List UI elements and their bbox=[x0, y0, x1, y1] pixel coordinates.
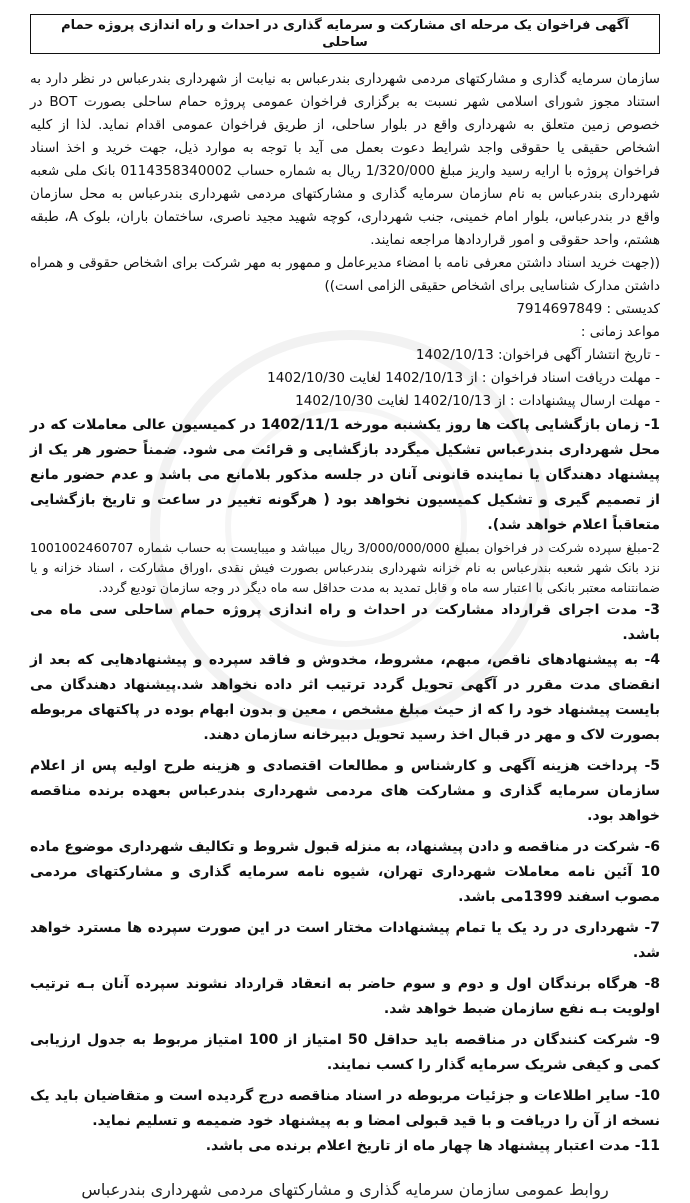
schedule-heading: مواعد زمانی : bbox=[580, 324, 660, 340]
clause-3: 3- مدت اجرای قرارداد مشارکت در احداث و راه اندازی پروژه حمام ساحلی سی ماه می باشد. bbox=[30, 602, 660, 643]
clause-5: 5- پرداخت هزینه آگهی و کارشناس و مطالعات اقتصادی و هزینه طرح اولیه پس از اعلام سازمان سرمایه گذاری و مشارکت های مردمی شهرداری بندرعباس بعهده برنده مناقصه خواهد بود. bbox=[30, 758, 660, 824]
schedule-item-documents: - مهلت دریافت اسناد فراخوان : از 1402/10/13 لغایت 1402/10/30 bbox=[267, 370, 660, 386]
clause-2: 2-مبلغ سپرده شرکت در فراخوان بمبلغ 3/000/000/000 ریال میباشد و میبایست به حساب شماره 1001002460707 نزد بانک شهر شعبه بندرعباس به نام خزانه شهرداری بندرعباس بصورت فیش نقدی ،اوراق مشارکت ، اسناد خزانه و یا ضمانتنامه معتبر بانکی با اعتبار سه ماه و قابل تمدید به مدت حداقل سه ماه دیگر در وجه سازمان تودیع گردد. bbox=[30, 540, 660, 595]
clause-6: 6- شرکت در مناقصه و دادن پیشنهاد، به منزله قبول شروط و تکالیف شهرداری موضوع ماده 10 آئین نامه معاملات شهرداری تهران، شیوه نامه سرمایه گذاری و مشارکتهای مردمی مصوب اسفند 1399می باشد. bbox=[30, 839, 660, 905]
clause-7: 7- شهرداری در رد یک یا تمام پیشنهادات مختار است در این صورت سپرده ها مسترد خواهد شد. bbox=[30, 920, 660, 961]
public-relations-footer: روابط عمومی سازمان سرمایه گذاری و مشارکتهای مردمی شهرداری بندرعباس bbox=[81, 1180, 609, 1199]
schedule-item-publish: - تاریخ انتشار آگهی فراخوان: 1402/10/13 bbox=[415, 347, 660, 363]
clause-11: 11- مدت اعتبار پیشنهاد ها چهار ماه از تاریخ اعلام برنده می باشد. bbox=[205, 1138, 660, 1154]
intro-paragraph: سازمان سرمایه گذاری و مشارکتهای مردمی شهرداری بندرعباس به نیابت از شهرداری بندرعباس در نظر دارد به استناد مجوز شورای اسلامی شهر نسبت به برگزاری فراخوان عمومی پروژه حمام ساحلی بصورت BOT در خصوص زمین متعلق به شهرداری واقع در بلوار ساحلی، از طریق فراخوان عمومی اقدام نماید. لذا از کلیه اشخاص حقیقی یا حقوقی واجد شرایط دعوت بعمل می آید با توجه به موارد ذیل، جهت خرید و اخذ اسناد فراخوان پروژه با ارایه رسید واریز مبلغ 1/320/000 ریال به شماره حساب 0114358340002 بانک ملی شعبه شهرداری بندرعباس به نام سازمان سرمایه گذاری و مشارکتهای مردمی شهرداری بندرعباس به محل سازمان واقع در بندرعباس، بلوار امام خمینی، جنب شهرداری، کوچه شهید مجید ناصری، ساختمان باران، بلوک A، طبقه هشتم، واحد حقوقی و امور قراردادها مراجعه نمایند. bbox=[30, 71, 661, 248]
announcement-title: آگهی فراخوان یک مرحله ای مشارکت و سرمایه گذاری در احداث و راه اندازی پروژه حمام ساحلی bbox=[30, 14, 660, 54]
schedule-item-proposals: - مهلت ارسال پیشنهادات : از 1402/10/13 لغایت 1402/10/30 bbox=[295, 393, 660, 409]
title-wrap bbox=[30, 14, 660, 54]
purchase-note: ((جهت خرید اسناد داشتن معرفی نامه با امضاء مدیرعامل و ممهور به مهر شرکت برای اشخاص حقوقی و همراه داشتن مدارک شناسایی برای اشخاص حقیقی الزامی است)) bbox=[30, 255, 660, 294]
code-line: کدیستی : 7914697849 bbox=[516, 301, 660, 317]
clause-10: 10- سایر اطلاعات و جزئیات مربوطه در اسناد مناقصه درج گردیده است و متقاضیان باید یک نسخه از آن را دریافت و با قید قبولی امضا و به پیشنهاد خود ضمیمه و تسلیم نماید. bbox=[30, 1088, 660, 1129]
clause-1: 1- زمان بازگشایی پاکت ها روز یکشنبه مورخه 1402/11/1 در کمیسیون عالی معاملات که در محل شهرداری بندرعباس تشکیل میگردد بازگشایی و قرائت می شود. ضمناً حضور هر یک از پیشنهاد دهندگان یا نماینده قانونی آنان در جلسه مذکور بلامانع می باشد و عدم حضور مانع از تصمیم گیری و تشکیل کمیسیون نخواهد بود ( هرگونه تغییر در ساعت و تاریخ بازگشایی متعاقباً اعلام خواهد شد). bbox=[30, 417, 660, 533]
clause-4: 4- به پیشنهادهای ناقص، مبهم، مشروط، مخدوش و فاقد سپرده و پیشنهادهایی که بعد از انقضای مدت مقرر در آگهی تحویل گردد ترتیب اثر داده نخواهد شد.پیشنهاد دهندگان می بایست پیشنهاد خود را که از حیث مبلغ مشخص ، معین و بدون ابهام بوده در پاکتهای مربوطه بصورت لاک و مهر در قبال اخذ رسید تحویل دبیرخانه سازمان دهند. bbox=[30, 652, 660, 743]
clause-8: 8- هرگاه برندگان اول و دوم و سوم حاضر به انعقاد قرارداد نشوند سپرده آنان بـه ترتیب اولویت بـه نفع سازمان ضبط خواهد شد. bbox=[30, 976, 660, 1017]
clause-9: 9- شرکت کنندگان در مناقصه باید حداقل 50 امتیاز از 100 امتیاز مربوط به جدول ارزیابی کمی و کیفی شریک سرمایه گذار را کسب نمایند. bbox=[30, 1032, 660, 1073]
